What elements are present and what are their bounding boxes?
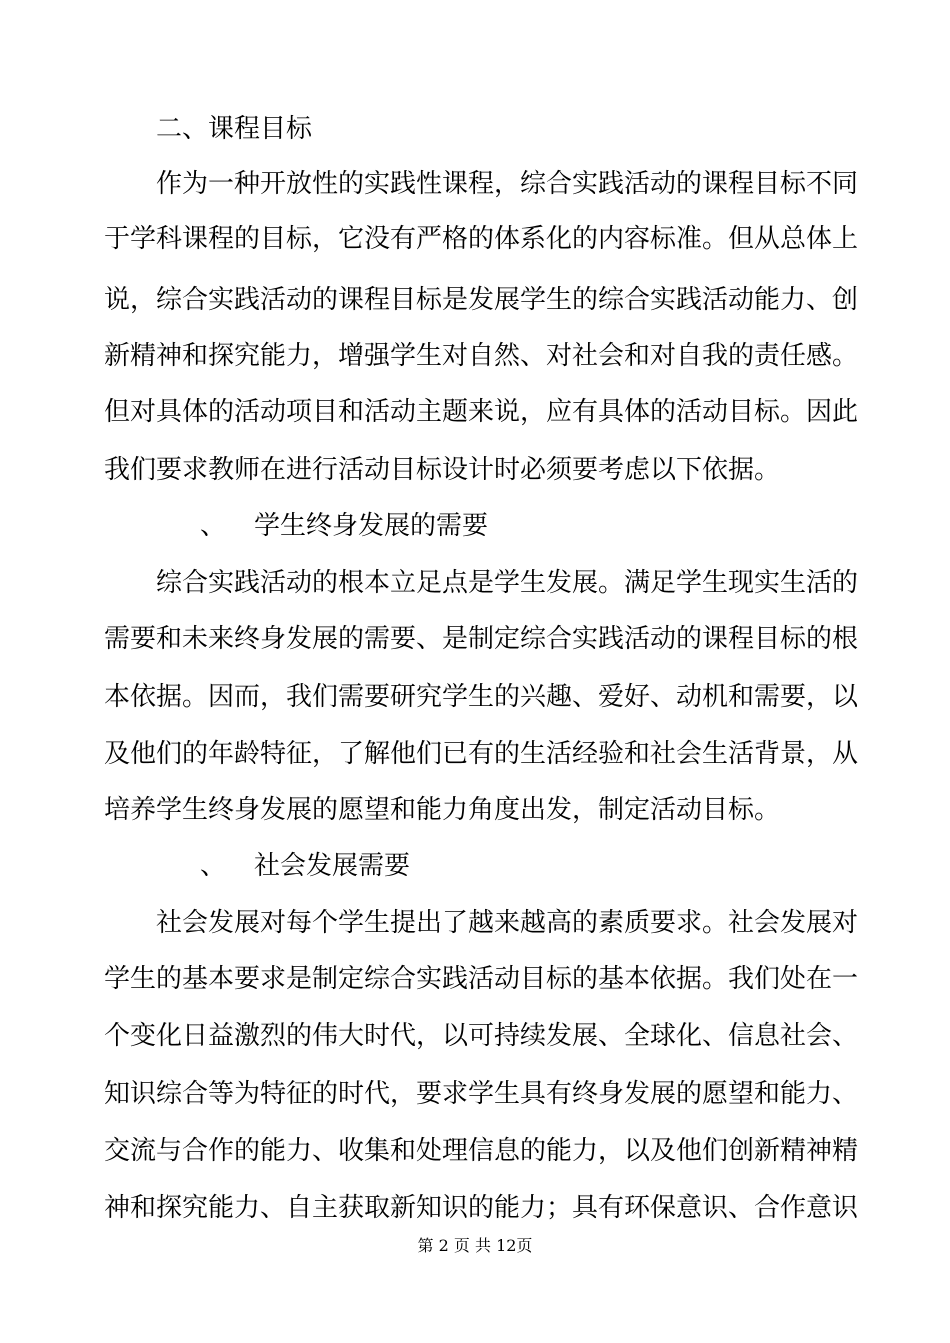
paragraph-line: 神和探究能力、自主获取新知识的能力；具有环保意识、合作意识 [104, 1193, 859, 1223]
subsection-marker: 、 [200, 851, 227, 881]
subsection-heading [200, 848, 800, 884]
paragraph-line: 个变化日益激烈的伟大时代，以可持续发展、全球化、信息社会、 [104, 1021, 859, 1051]
paragraph-line: 知识综合等为特征的时代，要求学生具有终身发展的愿望和能力、 [104, 1079, 859, 1109]
paragraph-line: 学生的基本要求是制定综合实践活动目标的基本依据。我们处在一 [104, 964, 859, 994]
paragraph-line: 本依据。因而，我们需要研究学生的兴趣、爱好、动机和需要，以 [104, 682, 859, 712]
subsection-marker: 、 [200, 511, 227, 541]
paragraph-line: 需要和未来终身发展的需要、是制定综合实践活动的课程目标的根 [104, 624, 859, 654]
page-number: 第 2 页 共 12页 [417, 1236, 533, 1255]
paragraph-line: 社会发展对每个学生提出了越来越高的素质要求。社会发展对 [156, 908, 859, 938]
subsection-title: 社会发展需要 [254, 851, 411, 881]
paragraph-line: 培养学生终身发展的愿望和能力角度出发，制定活动目标。 [104, 795, 781, 825]
subsection-title: 学生终身发展的需要 [254, 511, 489, 541]
subsection-heading [200, 508, 800, 544]
paragraph-line: 我们要求教师在进行活动目标设计时必须要考虑以下依据。 [104, 455, 781, 485]
paragraph-line: 于学科课程的目标，它没有严格的体系化的内容标准。但从总体上 [104, 224, 859, 254]
paragraph-line: 及他们的年龄特征，了解他们已有的生活经验和社会生活背景，从 [104, 739, 859, 769]
section-title: 二、课程目标 [156, 114, 313, 144]
paragraph-line: 但对具体的活动项目和活动主题来说，应有具体的活动目标。因此 [104, 397, 859, 427]
paragraph-line: 新精神和探究能力，增强学生对自然、对社会和对自我的责任感。 [104, 341, 859, 371]
paragraph-line: 作为一种开放性的实践性课程，综合实践活动的课程目标不同 [156, 169, 859, 199]
paragraph-line: 说，综合实践活动的课程目标是发展学生的综合实践活动能力、创 [104, 285, 859, 315]
paragraph-line: 综合实践活动的根本立足点是学生发展。满足学生现实生活的 [156, 568, 859, 598]
paragraph-line: 交流与合作的能力、收集和处理信息的能力，以及他们创新精神精 [104, 1136, 859, 1166]
